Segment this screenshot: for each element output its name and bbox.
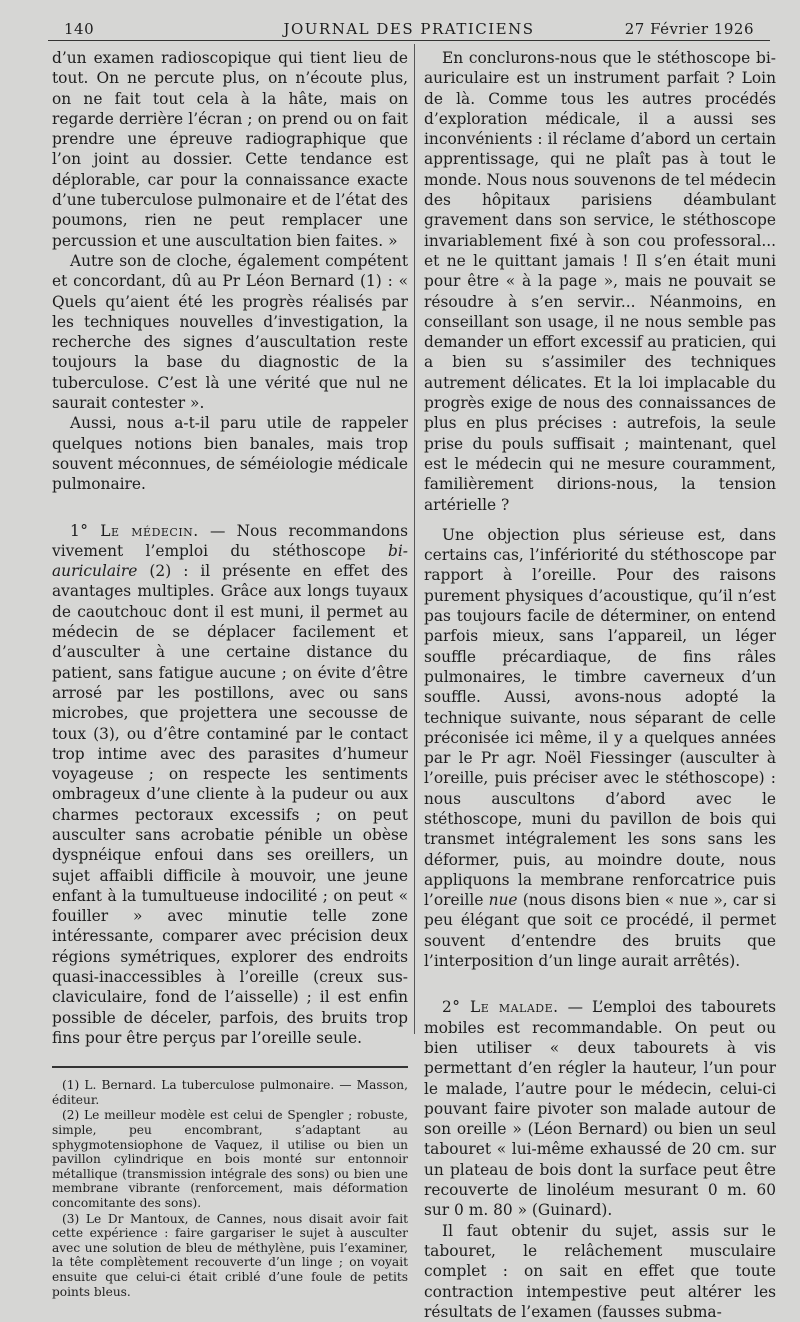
paragraph: Une objection plus sérieuse est, dans certains cas, l’infériorité du stéthoscope par rapport à l’oreille. Pour des raisons purement physiques d’acoustique, qu’il n’est pas toujours facile de déterminer, on entend parfois mieux, sans l’appareil, un léger souffle précardiaque, de fins râles pulmonaires, le timbre caverneux d’un souffle. Aussi, avons-nous adopté la technique suivante, nous séparant de celle préconisée ici même, il y a quelques années par le Pr agr. Noël Fiessinger (ausculter à l’oreille, puis préciser avec le stéthoscope) : nous auscultons d’abord avec le stéthoscope, muni du pavillon de bois qui transmet intégralement les sons sans les déformer, puis, au moindre doute, nous appliquons la membrane renforcatrice puis l’oreille nue (nous disons bien « nue », car si peu élégant que soit ce procédé, il permet souvent d’entendre des bruits que l’interposition d’un linge aurait arrêtés). xyxy=(424,525,776,971)
paragraph: Il faut obtenir du sujet, assis sur le tabouret, le relâchement musculaire complet : on sait en effet que toute contraction intempestive peut altérer les résultats de l’examen (fausses subma- xyxy=(424,1221,776,1321)
footnote: (1) L. Bernard. La tuberculose pulmonaire. — Masson, éditeur. xyxy=(52,1078,408,1107)
paragraph: Autre son de cloche, également compétent et concordant, dû au Pr Léon Bernard (1) : « Quels qu’aient été les progrès réalisés par les techniques nouvelles d’investigation, la recherche des signes d’auscultation reste toujours la base du diagnostic de la tuberculose. C’est là une vérité que nul ne saurait contester ». xyxy=(52,251,408,413)
page-header xyxy=(48,14,770,41)
paragraph: d’un examen radioscopique qui tient lieu de tout. On ne percute plus, on n’écoute plus, on ne fait tout cela à la hâte, mais on regarde derrière l’écran ; on prend ou on fait prendre une épreuve radiographique que l’on joint au dossier. Cette tendance est déplorable, car pour la connaissance exacte d’une tuberculose pulmonaire et de l’état des poumons, rien ne peut remplacer une percussion et une auscultation bien faites. » xyxy=(52,49,408,250)
left-column xyxy=(52,48,408,1300)
section-patient: 2° Le malade. — L’emploi des tabourets mobiles est recommandable. On peut ou bien utiliser « deux tabourets à vis permettant d’en régler la hauteur, l’un pour le malade, l’autre pour le médecin, celui-ci pouvant faire pivoter son malade autour de son oreille » (Léon Bernard) ou bien un seul tabouret « lui-même exhaussé de 20 cm. sur un plateau de bois dont la surface peut être recouverte de linoléum mesurant 0 m. 60 sur 0 m. 80 » (Guinard). xyxy=(424,998,776,1220)
journal-title: JOURNAL DES PRATICIENS xyxy=(283,20,535,38)
paragraph: Aussi, nous a-t-il paru utile de rappeler quelques notions bien banales, mais trop souvent méconnues, de séméiologie médicale pulmonaire. xyxy=(52,414,408,494)
footnotes xyxy=(52,1078,408,1299)
section-heading: 1° Le médecin. xyxy=(70,521,199,540)
page-number: 140 xyxy=(64,20,95,38)
issue-date: 27 Février 1926 xyxy=(624,20,754,38)
footnote: (2) Le meilleur modèle est celui de Spengler ; robuste, simple, peu encombrant, s’adaptant au sphygmotensiophone de Vaquez, il utilise ou bien un pavillon cylindrique en bois monté sur entonnoir métallique (transmission intégrale des sons) ou bien une membrane vibrante (renforcement, mais déformation concomitante des sons). xyxy=(52,1108,408,1210)
footnote-divider xyxy=(52,1066,408,1068)
paragraph: En conclurons-nous que le stéthoscope bi-auriculaire est un instrument parfait ? Loin de là. Comme tous les autres procédés d’exploration médicale, il a aussi ses inconvénients : il réclame d’abord un certain apprentissage, qui ne plaît pas à tout le monde. Nous nous souvenons de tel médecin des hôpitaux parisiens déambulant gravement dans son service, le stéthoscope invariablement fixé à son cou professoral... et ne le quittant jamais ! Il s’en était muni pour être « à la page », mais ne pouvait se résoudre à s’en servir... Néanmoins, en conseillant son usage, il ne nous semble pas demander un effort excessif au praticien, qui a bien su s’assimiler des techniques autrement délicates. Et la loi implacable du progrès exige de nous des connaissances de plus en plus précises : autrefois, la seule prise du pouls suffisait ; maintenant, quel est le médecin qui ne mesure couramment, familièrement dirions-nous, la tension artérielle ? xyxy=(424,49,776,514)
column-divider xyxy=(414,44,415,1034)
section-doctor: 1° Le médecin. — Nous recommandons vivement l’emploi du stéthoscope bi-auriculaire (2) : il présente en effet des avantages multiples. Grâce aux longs tuyaux de caoutchouc dont il est muni, il permet au médecin de se déplacer facilement et d’ausculter à une certaine distance du patient, sans fatigue aucune ; on évite d’être arrosé par les postillons, avec ou sans microbes, que projettera une secousse de toux (3), ou d’être contaminé par le contact trop intime avec des parasites d’humeur voyageuse ; on respecte les sentiments ombrageux d’une cliente à la pudeur ou aux charmes pectoraux excessifs ; on peut ausculter sans acrobatie pénible un obèse dyspnéique enfoui dans ses oreillers, un sujet affaibli difficile à mouvoir, une jeune enfant à la tumultueuse indocilité ; on peut « fouiller » avec minutie telle zone intéressante, comparer avec précision deux régions symétriques, explorer des endroits quasi-inaccessibles à l’oreille (creux sus-claviculaire, fond de l’aisselle) ; il est enfin possible de déceler, parfois, des bruits trop fins pour être perçus par l’oreille seule. xyxy=(52,521,408,1047)
right-column xyxy=(424,48,776,1322)
section-heading: 2° Le malade. xyxy=(442,998,559,1017)
footnote: (3) Le Dr Mantoux, de Cannes, nous disait avoir fait cette expérience : faire gargariser le sujet à ausculter avec une solution de bleu de méthylène, puis l’examiner, la tête complètement recouverte d’un linge ; on voyait ensuite que celui-ci était criblé d’une foule de petits points bleus. xyxy=(52,1211,408,1299)
